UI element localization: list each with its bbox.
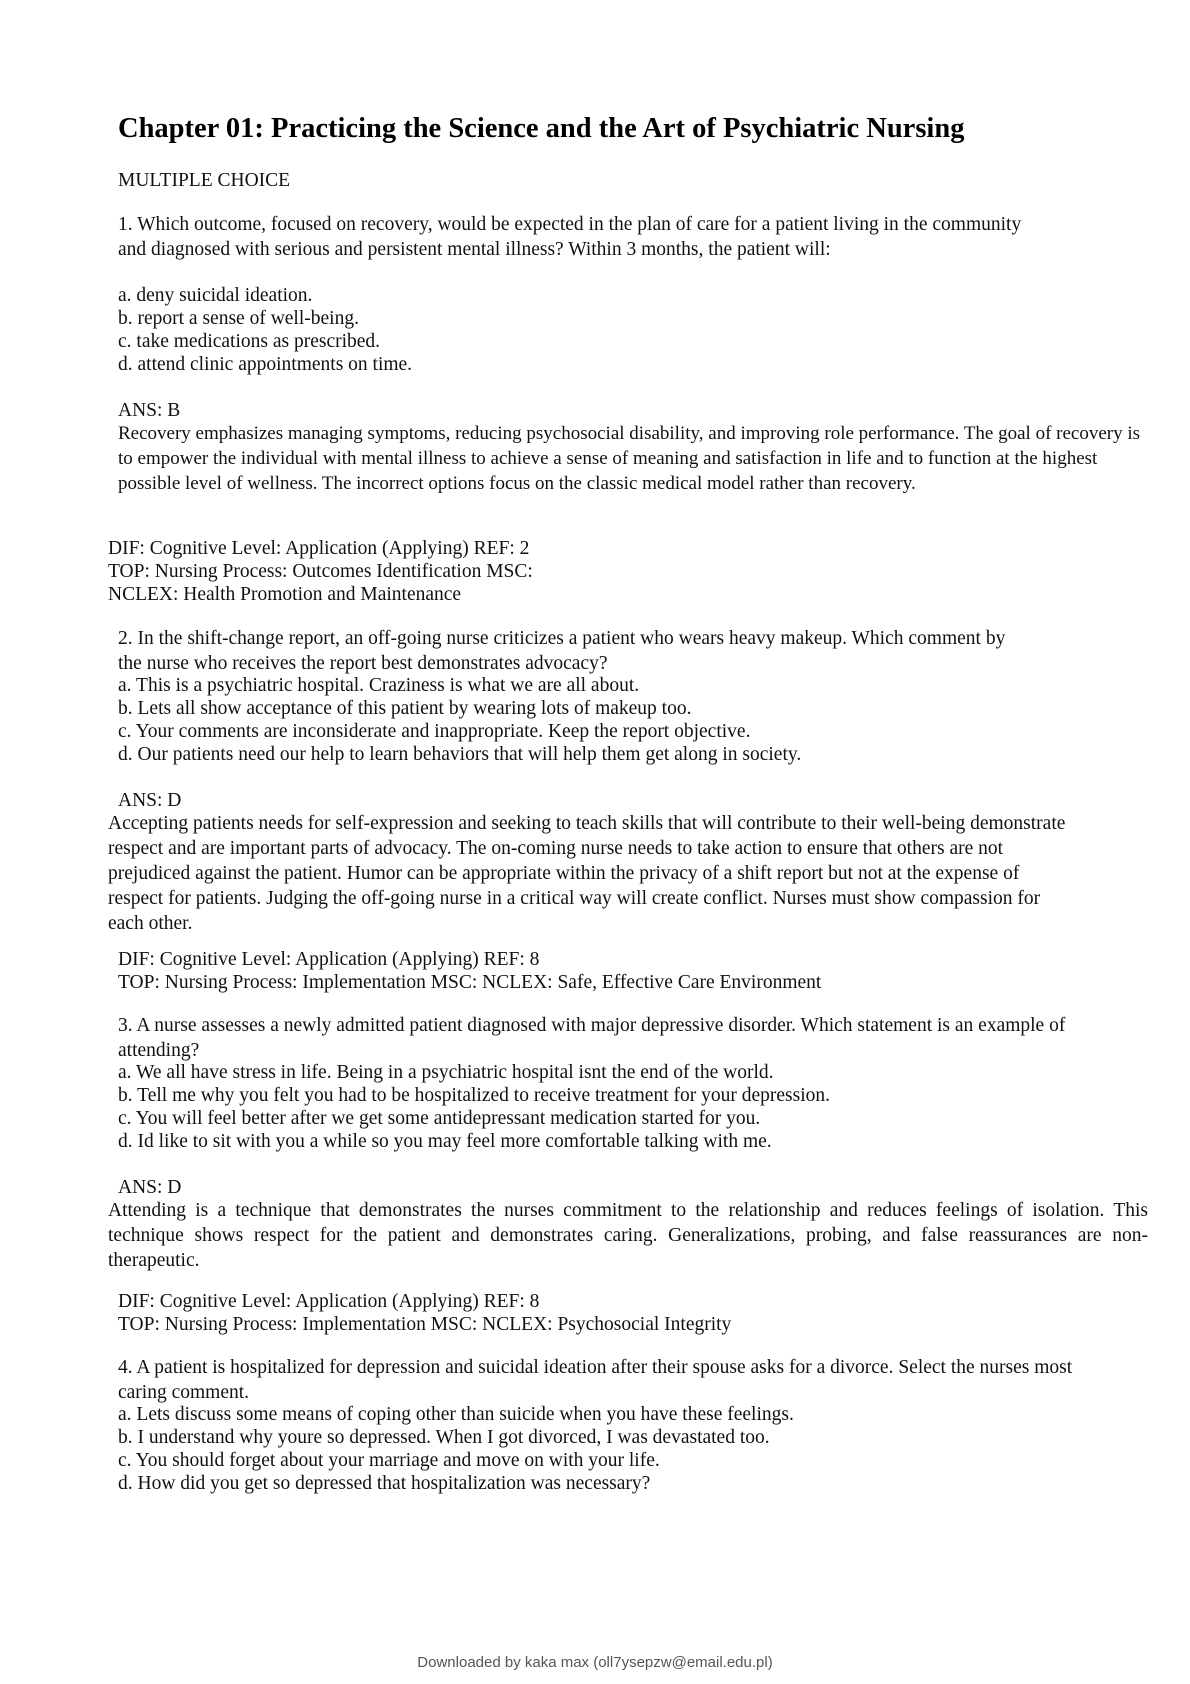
question-2-meta-dif: DIF: Cognitive Level: Application (Applying) REF: 8 [118,949,540,970]
question-3-meta-dif: DIF: Cognitive Level: Application (Applying) REF: 8 [118,1291,540,1312]
section-label: MULTIPLE CHOICE [118,170,291,191]
question-2-option-c: c. Your comments are inconsiderate and inappropriate. Keep the report objective. [118,721,751,742]
question-3-option-a: a. We all have stress in life. Being in a psychiatric hospital isnt the end of the world. [118,1062,774,1083]
question-2-option-b: b. Lets all show acceptance of this patient by wearing lots of makeup too. [118,698,692,719]
question-1-option-a: a. deny suicidal ideation. [118,285,313,306]
question-2-meta-top: TOP: Nursing Process: Implementation MSC: NCLEX: Safe, Effective Care Environment [118,972,822,993]
question-1-answer: ANS: B [118,400,181,421]
question-1-option-c: c. take medications as prescribed. [118,331,381,352]
question-1-option-b: b. report a sense of well-being. [118,308,359,329]
question-1-meta-nclex: NCLEX: Health Promotion and Maintenance [108,584,462,605]
question-3-rationale: Attending is a technique that demonstrates the nurses commitment to the relationship and reduces feelings of isolation. This technique shows respect for the patient and demonstrates caring. Generalizations, probing, and false reassurances are non-therapeutic. [108,1200,1148,1271]
question-2-answer: ANS: D [118,790,182,811]
question-3-answer: ANS: D [118,1177,182,1198]
question-3-meta-top: TOP: Nursing Process: Implementation MSC: NCLEX: Psychosocial Integrity [118,1314,732,1335]
question-4-option-d: d. How did you get so depressed that hospitalization was necessary? [118,1473,651,1494]
question-1-rationale: Recovery emphasizes managing symptoms, reducing psychosocial disability, and improving role performance. The goal of recovery is to empower the individual with mental illness to achieve a sense of meaning and satisfaction in life and to function at the highest possible level of wellness. The incorrect options focus on the classic medical model rather than recovery. [118,423,1141,494]
question-4-stem: 4. A patient is hospitalized for depression and suicidal ideation after their spouse asks for a divorce. Select the nurses most caring comment. [118,1357,1073,1403]
question-4-option-c: c. You should forget about your marriage and move on with your life. [118,1450,660,1471]
download-footer: Downloaded by kaka max (oll7ysepzw@email.edu.pl) [417,1654,773,1671]
question-3-stem: 3. A nurse assesses a newly admitted patient diagnosed with major depressive disorder. Which statement is an example of attending? [118,1015,1066,1061]
question-3-option-b: b. Tell me why you felt you had to be hospitalized to receive treatment for your depression. [118,1085,830,1106]
question-3-option-c: c. You will feel better after we get some antidepressant medication started for you. [118,1108,761,1129]
question-2-stem: 2. In the shift-change report, an off-going nurse criticizes a patient who wears heavy makeup. Which comment by the nurse who receives the report best demonstrates advocacy? [118,628,1006,674]
question-2-rationale: Accepting patients needs for self-expression and seeking to teach skills that will contribute to their well-being demonstrate respect and are important parts of advocacy. The on-coming nurse needs to take action to ensure that others are not prejudiced against the patient. Humor can be appropriate within the privacy of a shift report but not at the expense of respect for patients. Judging the off-going nurse in a critical way will create conflict. Nurses must show compassion for each other. [108,813,1066,934]
question-1-option-d: d. attend clinic appointments on time. [118,354,413,375]
question-1-meta-dif: DIF: Cognitive Level: Application (Applying) REF: 2 [108,538,530,559]
question-2-option-a: a. This is a psychiatric hospital. Craziness is what we are all about. [118,675,640,696]
question-4-option-a: a. Lets discuss some means of coping other than suicide when you have these feelings. [118,1404,794,1425]
question-2-option-d: d. Our patients need our help to learn behaviors that will help them get along in society. [118,744,802,765]
question-1-meta-top: TOP: Nursing Process: Outcomes Identification MSC: [108,561,533,582]
question-4-option-b: b. I understand why youre so depressed. When I got divorced, I was devastated too. [118,1427,770,1448]
question-1-stem: 1. Which outcome, focused on recovery, would be expected in the plan of care for a patient living in the community and diagnosed with serious and persistent mental illness? Within 3 months, the patient will: [118,214,1022,260]
question-3-option-d: d. Id like to sit with you a while so you may feel more comfortable talking with me. [118,1131,772,1152]
chapter-title: Chapter 01: Practicing the Science and the Art of Psychiatric Nursing [118,113,965,144]
